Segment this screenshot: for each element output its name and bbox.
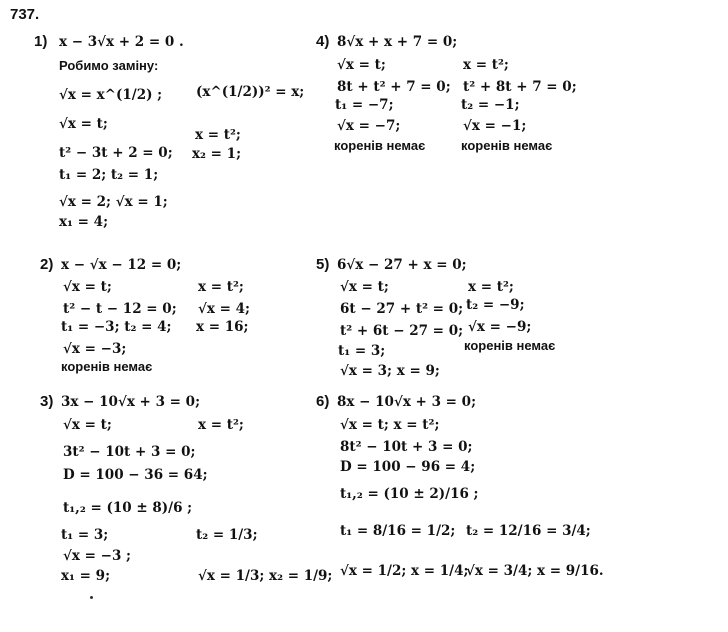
problem-5-right-step: коренів немає	[464, 338, 556, 353]
problem-2-left-step: √x = t;	[63, 279, 112, 295]
problem-1-right-step: (x^(1/2))² = x;	[196, 84, 305, 100]
problem-2-left-step: коренів немає	[61, 359, 153, 374]
problem-6-left-step: 8t² − 10t + 3 = 0;	[340, 439, 473, 455]
problem-5-right-step: √x = −9;	[468, 319, 532, 335]
problem-5-label: 5)	[316, 256, 330, 273]
problem-5-right-step: t₂ = −9;	[466, 297, 525, 313]
problem-5-equation: 6√x − 27 + x = 0;	[337, 257, 467, 273]
problem-3-left-step: t₁ = 3;	[61, 527, 109, 543]
problem-3-left-step: x₁ = 9;	[61, 568, 111, 584]
problem-1-right-step: x = t²;	[195, 127, 241, 143]
problem-3-left-step: 3t² − 10t + 3 = 0;	[63, 444, 196, 460]
problem-3-label: 3)	[40, 393, 54, 410]
problem-1-left-step: t₁ = 2; t₂ = 1;	[59, 167, 159, 183]
problem-1-substitution-title: Робимо заміну:	[59, 58, 159, 73]
problem-6-left-step: t₁,₂ = (10 ± 2)/16 ;	[340, 486, 479, 502]
problem-4-left-step: 8t + t² + 7 = 0;	[337, 79, 451, 95]
problem-6-left-step: √x = t; x = t²;	[340, 417, 440, 433]
problem-3-left-step: t₁,₂ = (10 ± 8)/6 ;	[63, 500, 193, 516]
problem-3-right-step: √x = 1/3; x₂ = 1/9;	[198, 568, 333, 584]
problem-3-left-step: √x = −3 ;	[63, 548, 132, 564]
problem-2-equation: x − √x − 12 = 0;	[61, 257, 182, 273]
problem-4-left-step: коренів немає	[334, 138, 426, 153]
problem-5-left-step: √x = 3; x = 9;	[340, 363, 440, 379]
problem-6-left-step: t₁ = 8/16 = 1/2;	[340, 523, 456, 539]
problem-2-left-step: t² − t − 12 = 0;	[63, 301, 177, 317]
page-speck	[90, 596, 93, 599]
problem-5-left-step: t² + 6t − 27 = 0;	[340, 323, 464, 339]
problem-2-label: 2)	[40, 256, 54, 273]
problem-1-equation: x − 3√x + 2 = 0 .	[59, 34, 184, 50]
problem-4-right-step: коренів немає	[461, 138, 553, 153]
problem-4-right-step: t₂ = −1;	[461, 97, 520, 113]
problem-1-left-step: √x = x^(1/2) ;	[59, 87, 163, 103]
problem-1-right-step: x₂ = 1;	[192, 146, 242, 162]
problem-3-equation: 3x − 10√x + 3 = 0;	[61, 394, 201, 410]
problem-3-left-step: D = 100 − 36 = 64;	[63, 467, 208, 483]
problem-4-right-step: √x = −1;	[463, 118, 527, 134]
problem-1-label: 1)	[34, 33, 48, 50]
problem-4-left-step: t₁ = −7;	[335, 97, 394, 113]
problem-5-right-step: x = t²;	[468, 279, 514, 295]
problem-4-right-step: t² + 8t + 7 = 0;	[463, 79, 577, 95]
problem-5-left-step: √x = t;	[340, 279, 389, 295]
problem-4-label: 4)	[316, 33, 330, 50]
problem-1-left-step: t² − 3t + 2 = 0;	[59, 145, 173, 161]
problem-6-left-step: √x = 1/2; x = 1/4;	[340, 563, 469, 579]
problem-3-left-step: √x = t;	[63, 417, 112, 433]
problem-4-left-step: √x = t;	[337, 57, 386, 73]
problem-1-left-step: x₁ = 4;	[59, 214, 109, 230]
problem-number: 737.	[10, 6, 40, 23]
problem-3-right-step: t₂ = 1/3;	[196, 527, 258, 543]
problem-4-left-step: √x = −7;	[337, 118, 401, 134]
problem-3-right-step: x = t²;	[198, 417, 244, 433]
problem-6-right-step: √x = 3/4; x = 9/16.	[466, 563, 604, 579]
problem-2-left-step: √x = −3;	[63, 341, 127, 357]
problem-6-equation: 8x − 10√x + 3 = 0;	[337, 394, 477, 410]
problem-2-right-step: x = t²;	[198, 279, 244, 295]
problem-1-left-step: √x = 2; √x = 1;	[59, 194, 168, 210]
problem-1-left-step: √x = t;	[59, 116, 108, 132]
problem-5-left-step: t₁ = 3;	[338, 343, 386, 359]
problem-6-label: 6)	[316, 393, 330, 410]
problem-6-right-step: t₂ = 12/16 = 3/4;	[466, 523, 591, 539]
problem-4-equation: 8√x + x + 7 = 0;	[337, 34, 458, 50]
problem-5-left-step: 6t − 27 + t² = 0;	[340, 301, 464, 317]
problem-2-right-step: √x = 4;	[198, 301, 251, 317]
problem-2-left-step: t₁ = −3; t₂ = 4;	[61, 319, 172, 335]
problem-2-right-step: x = 16;	[196, 319, 249, 335]
problem-4-right-step: x = t²;	[463, 57, 509, 73]
problem-6-left-step: D = 100 − 96 = 4;	[340, 459, 476, 475]
